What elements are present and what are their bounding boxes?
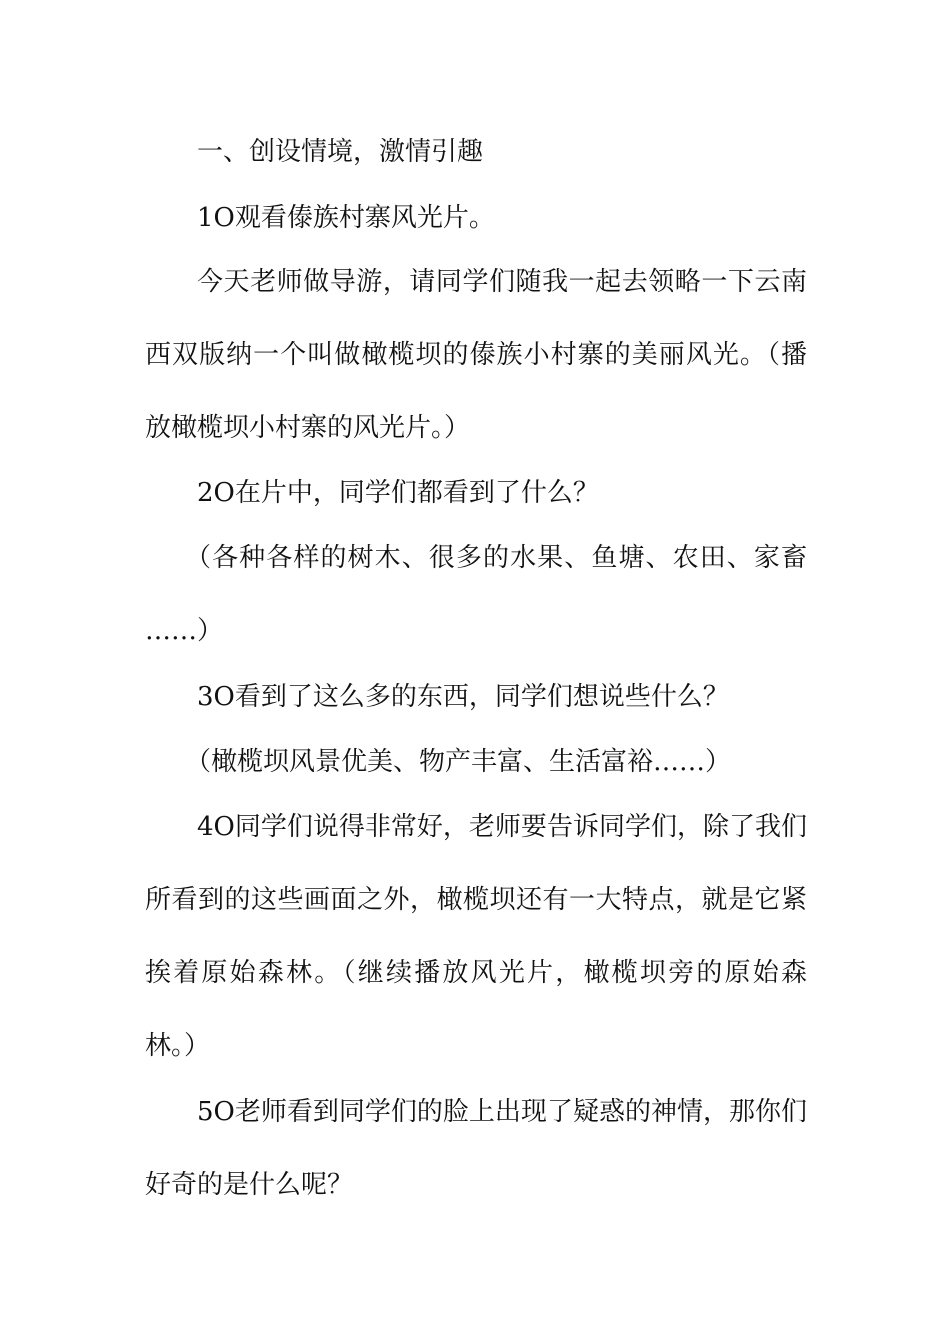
paragraph-line: 今天老师做导游，请同学们随我一起去领略一下云南 — [197, 267, 807, 297]
paragraph-line: 西双版纳一个叫做橄榄坝的傣族小村寨的美丽风光。（播 — [145, 340, 807, 370]
answer-line: ……） — [145, 616, 224, 646]
answer-line: （橄榄坝风景优美、物产丰富、生活富裕……） — [185, 747, 732, 777]
paragraph-line: 林。） — [145, 1031, 211, 1061]
step-2-text: 2O在片中，同学们都看到了什么？ — [197, 478, 599, 508]
step-1-text: 1O观看傣族村寨风光片。 — [197, 203, 495, 233]
section-heading: 一、创设情境，激情引趣 — [197, 137, 484, 167]
paragraph-line: 放橄榄坝小村寨的风光片。） — [145, 413, 471, 443]
step-3-text: 3O看到了这么多的东西，同学们想说些什么？ — [197, 682, 729, 712]
step-5-text: 5O老师看到同学们的脸上出现了疑惑的神情，那你们 — [197, 1097, 807, 1127]
paragraph-line: 所看到的这些画面之外，橄榄坝还有一大特点，就是它紧 — [145, 885, 807, 915]
paragraph-line: 好奇的是什么呢？ — [145, 1170, 354, 1200]
paragraph-line: 挨着原始森林。（继续播放风光片，橄榄坝旁的原始森 — [145, 958, 807, 988]
step-4-text: 4O同学们说得非常好，老师要告诉同学们，除了我们 — [197, 812, 807, 842]
answer-line: （各种各样的树木、很多的水果、鱼塘、农田、家畜 — [185, 543, 807, 573]
